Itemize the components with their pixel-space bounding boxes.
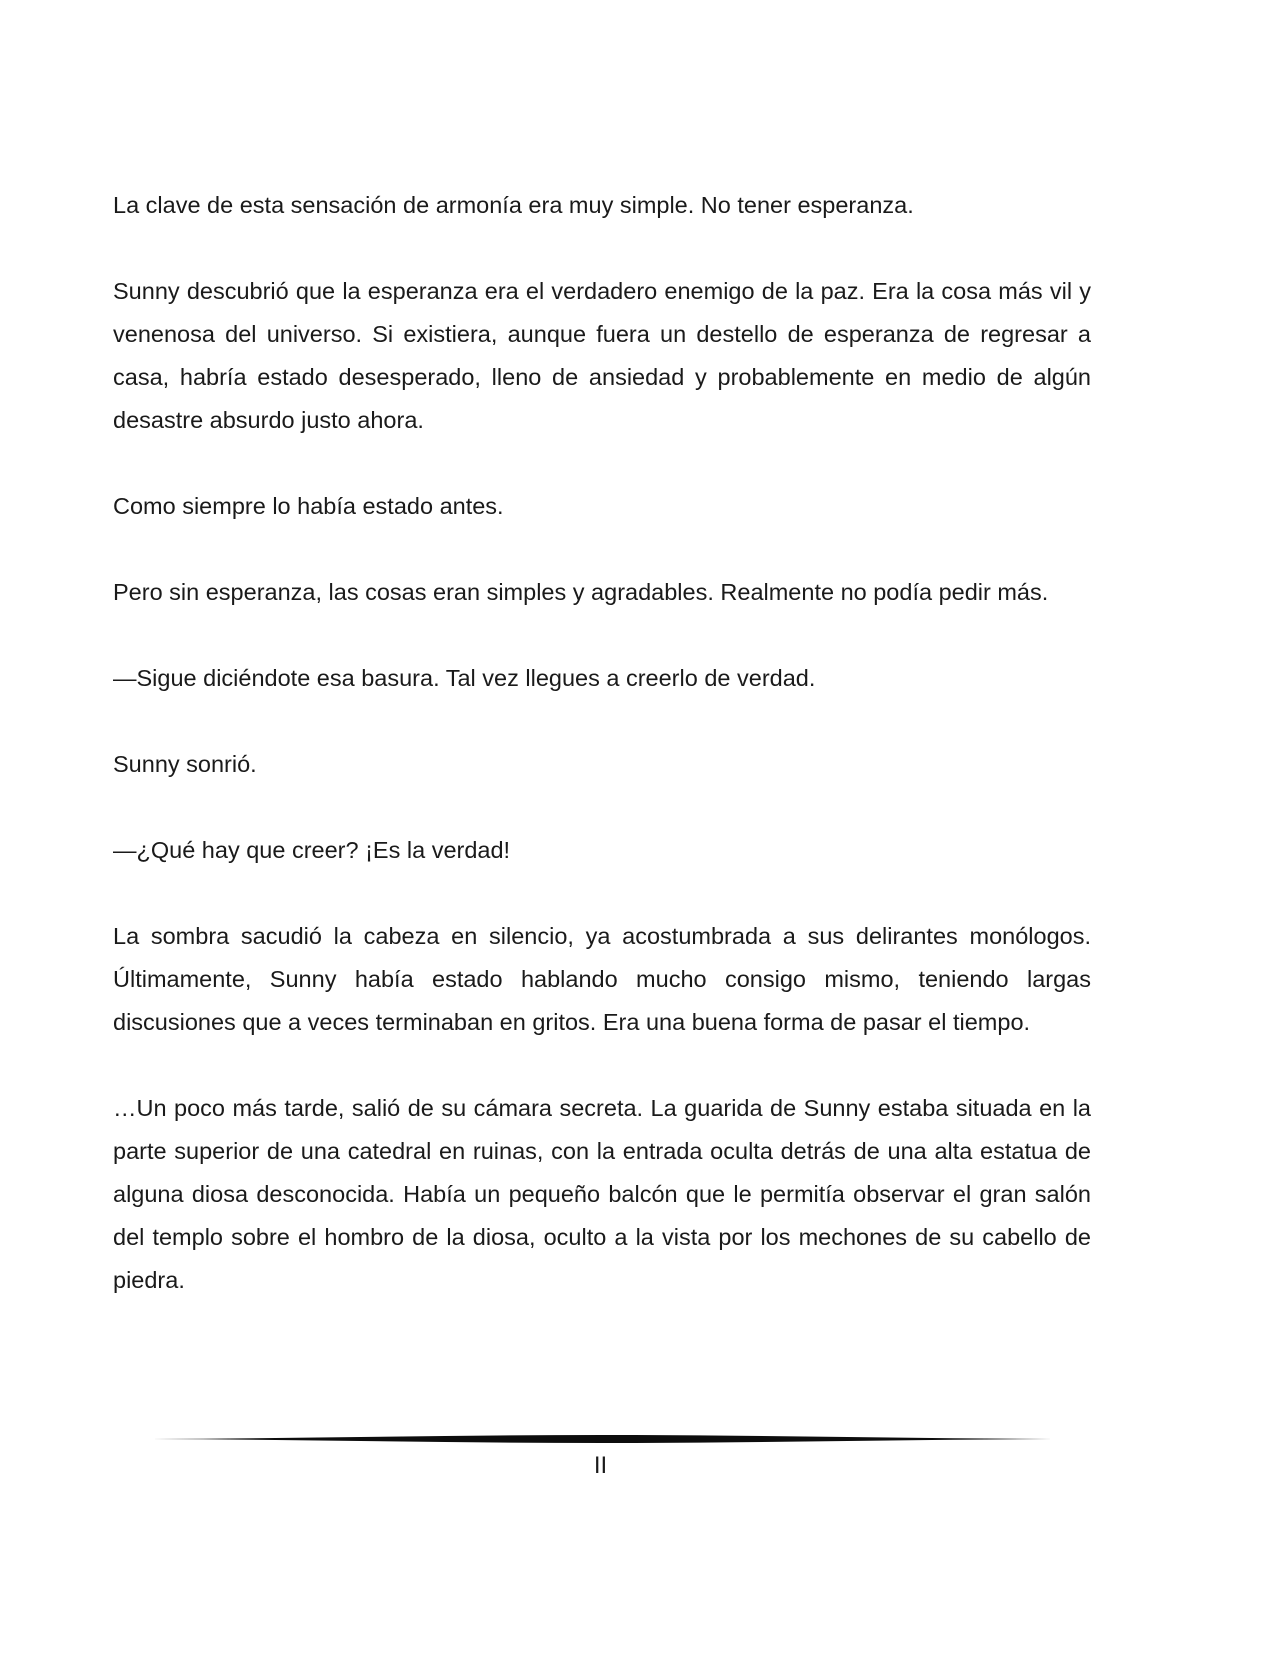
- paragraph-7: —¿Qué hay que creer? ¡Es la verdad!: [113, 837, 511, 863]
- body-text: [113, 184, 1091, 1302]
- paragraph-1: La clave de esta sensación de armonía era muy simple. No tener esperanza.: [113, 192, 914, 218]
- page-number: II: [593, 1452, 608, 1479]
- paragraph-9: …Un poco más tarde, salió de su cámara secreta. La guarida de Sunny estaba situada en la parte superior de una catedral en ruinas, con la entrada oculta detrás de una alta estatua de alguna diosa desconocida. Había un pequeño balcón que le permitía observar el gran salón del templo sobre el hombro de la diosa, oculto a la vista por los mechones de su cabello de piedra.: [113, 1095, 1091, 1293]
- paragraph-3: Como siempre lo había estado antes.: [113, 493, 504, 519]
- paragraph-4: Pero sin esperanza, las cosas eran simples y agradables. Realmente no podía pedir más.: [113, 579, 1049, 605]
- paragraph-8: La sombra sacudió la cabeza en silencio, ya acostumbrada a sus delirantes monólogos. Últimamente, Sunny había estado hablando mucho consigo mismo, teniendo largas discusiones que a veces terminaban en gritos. Era una buena forma de pasar el tiempo.: [113, 923, 1091, 1035]
- paragraph-6: Sunny sonrió.: [113, 751, 257, 777]
- paragraph-5: —Sigue diciéndote esa basura. Tal vez llegues a creerlo de verdad.: [113, 665, 816, 691]
- paragraph-2: Sunny descubrió que la esperanza era el verdadero enemigo de la paz. Era la cosa más vil y venenosa del universo. Si existiera, aunque fuera un destello de esperanza de regresar a casa, habría estado desesperado, lleno de ansiedad y probablemente en medio de algún desastre absurdo justo ahora.: [113, 278, 1091, 433]
- footer-divider: [152, 1433, 1052, 1445]
